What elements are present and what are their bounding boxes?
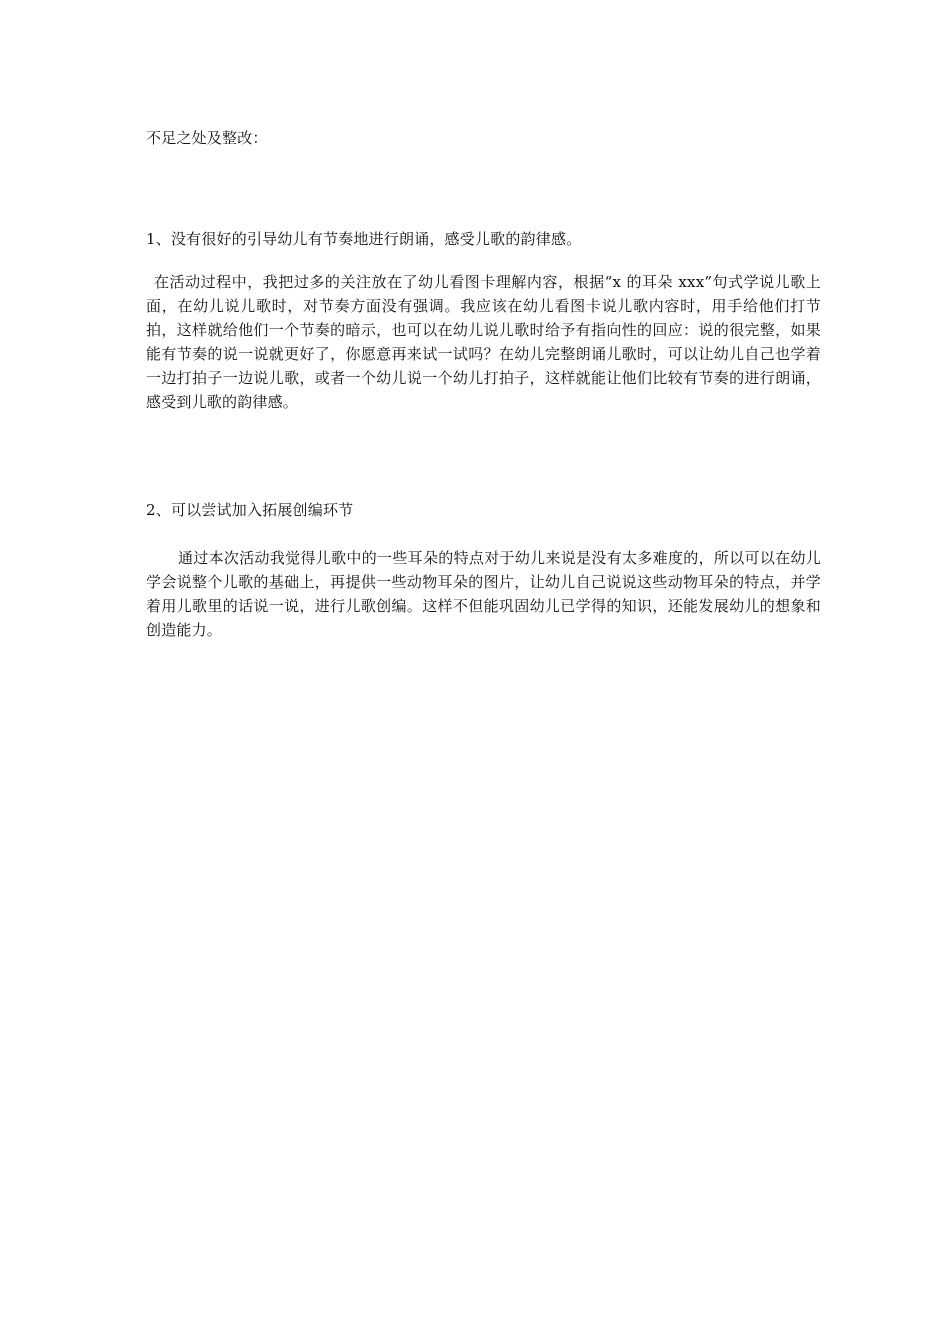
item-1-body: 在活动过程中，我把过多的关注放在了幼儿看图卡理解内容，根据“x 的耳朵 xxx”句式学说儿歌上面，在幼儿说儿歌时，对节奏方面没有强调。我应该在幼儿看图卡说儿歌内容时，用手给他们打节拍，这样就给他们一个节奏的暗示，也可以在幼儿说儿歌时给予有指向性的回应：说的很完整，如果能有节奏的说一说就更好了，你愿意再来试一试吗？在幼儿完整朗诵儿歌时，可以让幼儿自己也学着一边打拍子一边说儿歌，或者一个幼儿说一个幼儿打拍子，这样就能让他们比较有节奏的进行朗诵，感受到儿歌的韵律感。: [146, 273, 821, 411]
item-1-title: 1、没有很好的引导幼儿有节奏地进行朗诵，感受儿歌的韵律感。: [146, 230, 582, 248]
section-heading: 不足之处及整改：: [146, 129, 268, 147]
item-2-body: 通过本次活动我觉得儿歌中的一些耳朵的特点对于幼儿来说是没有太多难度的，所以可以在幼儿学会说整个儿歌的基础上，再提供一些动物耳朵的图片，让幼儿自己说说这些动物耳朵的特点，并学着用儿歌里的话说一说，进行儿歌创编。这样不但能巩固幼儿已学得的知识，还能发展幼儿的想象和创造能力。: [146, 549, 821, 639]
item-2-title: 2、可以尝试加入拓展创编环节: [146, 501, 354, 519]
